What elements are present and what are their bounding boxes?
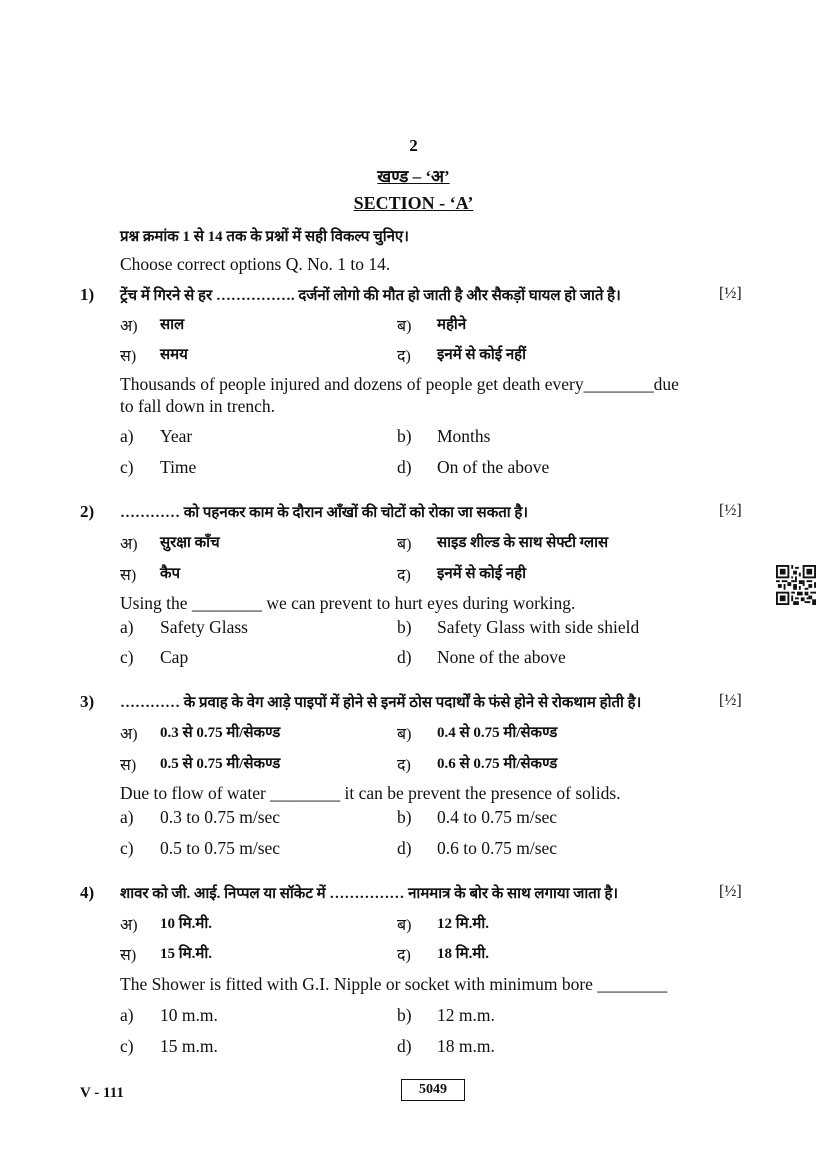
option-label: ब) xyxy=(397,917,412,934)
option-label: अ) xyxy=(120,726,138,743)
section-heading-english: SECTION - ‘A’ xyxy=(353,193,474,213)
option-text: 0.4 से 0.75 मी/सेकण्ड xyxy=(437,725,558,741)
option-label: d) xyxy=(397,838,412,858)
section-heading-hindi: खण्ड – ‘अ’ xyxy=(377,167,450,186)
option-text: Safety Glass xyxy=(160,617,248,637)
option-text: 0.5 to 0.75 m/sec xyxy=(160,838,281,858)
option-label: स) xyxy=(120,757,137,774)
option-text: 15 m.m. xyxy=(160,1036,218,1056)
question-text-english: The Shower is fitted with G.I. Nipple or socket with minimum bore ________ xyxy=(120,974,668,994)
option-label: a) xyxy=(120,617,134,637)
option-text: 15 मि.मी. xyxy=(160,946,212,962)
option-text: समय xyxy=(160,347,188,363)
option-text: 18 m.m. xyxy=(437,1036,495,1056)
page-number: 2 xyxy=(409,136,418,155)
question-text-english-continued: to fall down in trench. xyxy=(120,396,276,416)
option-label: द) xyxy=(397,567,411,584)
question-text-english: Using the ________ we can prevent to hurt eyes during working. xyxy=(120,593,576,613)
option-label: द) xyxy=(397,757,411,774)
option-label: द) xyxy=(397,348,411,365)
option-label: द) xyxy=(397,947,411,964)
option-label: स) xyxy=(120,947,137,964)
option-text: 0.5 से 0.75 मी/सेकण्ड xyxy=(160,756,281,772)
option-text: 0.6 से 0.75 मी/सेकण्ड xyxy=(437,756,558,772)
option-text: सुरक्षा काँच xyxy=(160,535,220,551)
option-label: b) xyxy=(397,1005,412,1025)
option-text: Time xyxy=(160,457,197,477)
option-label: अ) xyxy=(120,318,138,335)
question-number: 2) xyxy=(80,502,95,521)
option-label: c) xyxy=(120,647,134,667)
option-label: b) xyxy=(397,617,412,637)
question-text-hindi: ………… के प्रवाह के वेग आड़े पाइपों में होने से इनमें ठोस पदार्थों के फंसे होने से रोकथाम होती है। xyxy=(120,695,642,711)
option-text: साइड शील्ड के साथ सेफ्टी ग्लास xyxy=(437,535,609,551)
option-text: 0.4 to 0.75 m/sec xyxy=(437,807,558,827)
question-number: 4) xyxy=(80,883,95,902)
option-label: d) xyxy=(397,647,412,667)
option-label: b) xyxy=(397,807,412,827)
option-label: c) xyxy=(120,838,134,858)
option-text: इनमें से कोई नहीं xyxy=(437,347,526,363)
option-text: 10 m.m. xyxy=(160,1005,218,1025)
option-label: d) xyxy=(397,1036,412,1056)
option-label: ब) xyxy=(397,318,412,335)
question-text-hindi: ………… को पहनकर काम के दौरान आँखों की चोटों को रोका जा सकता है। xyxy=(120,505,529,521)
option-label: a) xyxy=(120,1005,134,1025)
question-marks: [½] xyxy=(719,883,742,900)
option-text: Year xyxy=(160,426,193,446)
option-label: c) xyxy=(120,457,134,477)
option-text: कैप xyxy=(160,566,181,582)
option-text: 0.3 to 0.75 m/sec xyxy=(160,807,281,827)
option-label: अ) xyxy=(120,917,138,934)
option-label: b) xyxy=(397,426,412,446)
question-marks: [½] xyxy=(719,285,742,302)
option-text: 12 मि.मी. xyxy=(437,916,489,932)
question-text-hindi: ट्रेंच में गिरने से हर ……………. दर्जनों लोगो की मौत हो जाती है और सैकड़ों घायल हो जाते है। xyxy=(120,288,621,304)
qr-code-icon xyxy=(776,565,816,605)
option-label: स) xyxy=(120,348,137,365)
question-number: 3) xyxy=(80,692,95,711)
option-text: साल xyxy=(160,317,185,333)
option-text: 0.3 से 0.75 मी/सेकण्ड xyxy=(160,725,281,741)
option-text: 18 मि.मी. xyxy=(437,946,489,962)
option-label: स) xyxy=(120,567,137,584)
option-label: d) xyxy=(397,457,412,477)
page-code-box: 5049 xyxy=(401,1079,465,1101)
option-label: a) xyxy=(120,426,134,446)
question-text-english: Due to flow of water ________ it can be prevent the presence of solids. xyxy=(120,783,621,803)
instruction-hindi: प्रश्न क्रमांक 1 से 14 तक के प्रश्नों में सही विकल्प चुनिए। xyxy=(120,229,409,245)
option-label: ब) xyxy=(397,726,412,743)
question-marks: [½] xyxy=(719,692,742,709)
option-label: a) xyxy=(120,807,134,827)
option-label: ब) xyxy=(397,536,412,553)
question-marks: [½] xyxy=(719,502,742,519)
option-label: c) xyxy=(120,1036,134,1056)
paper-code: V - 111 xyxy=(80,1085,124,1101)
option-text: Months xyxy=(437,426,491,446)
option-text: 12 m.m. xyxy=(437,1005,495,1025)
option-text: महीने xyxy=(437,317,467,333)
option-text: On of the above xyxy=(437,457,550,477)
question-text-english: Thousands of people injured and dozens of people get death every________due xyxy=(120,374,679,394)
option-text: इनमें से कोई नही xyxy=(437,566,526,582)
option-label: अ) xyxy=(120,536,138,553)
option-text: 10 मि.मी. xyxy=(160,916,212,932)
option-text: 0.6 to 0.75 m/sec xyxy=(437,838,558,858)
question-number: 1) xyxy=(80,285,95,304)
instruction-english: Choose correct options Q. No. 1 to 14. xyxy=(120,254,391,274)
option-text: Cap xyxy=(160,647,189,667)
option-text: Safety Glass with side shield xyxy=(437,617,640,637)
option-text: None of the above xyxy=(437,647,566,667)
question-text-hindi: शावर को जी. आई. निप्पल या सॉकेट में …………… नाममात्र के बोर के साथ लगाया जाता है। xyxy=(120,886,619,902)
